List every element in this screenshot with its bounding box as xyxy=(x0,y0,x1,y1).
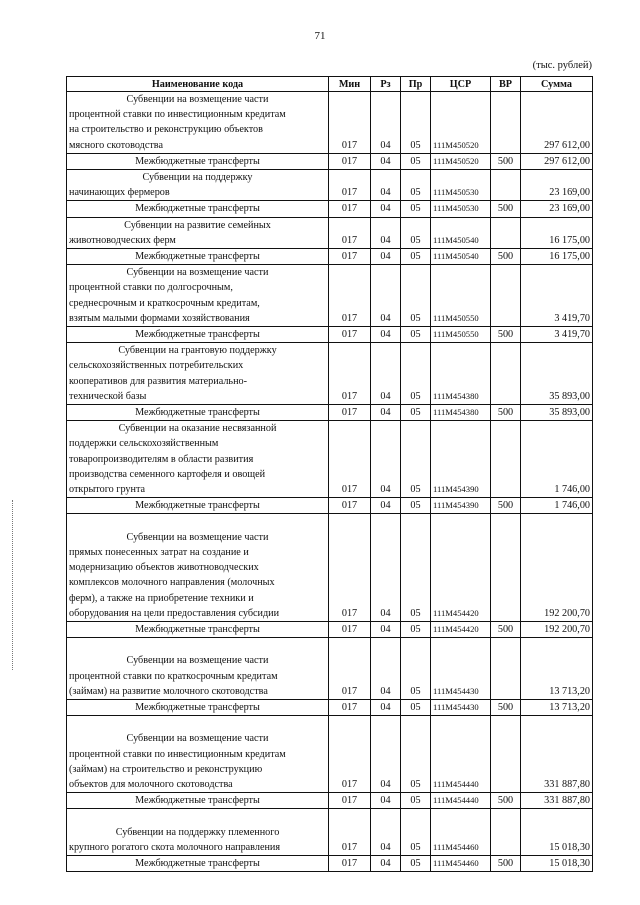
row-csr: 111M450540 xyxy=(431,249,491,265)
row-pr: 05 xyxy=(401,405,431,421)
row-sum: 192 200,70 xyxy=(521,514,593,621)
row-name-first-line: Субвенции на возмещение части xyxy=(126,94,269,105)
row-sum: 1 746,00 xyxy=(521,421,593,498)
row-pr: 05 xyxy=(401,153,431,169)
row-vr: 500 xyxy=(491,498,521,514)
table-row-item xyxy=(67,343,593,405)
row-name xyxy=(67,170,329,201)
row-name xyxy=(67,343,329,405)
row-csr: 111M454460 xyxy=(431,855,491,871)
row-csr: 111M454440 xyxy=(431,793,491,809)
row-csr: 111M454420 xyxy=(431,514,491,621)
row-csr: 111M450530 xyxy=(431,201,491,217)
table-row-transfer xyxy=(67,249,593,265)
table-row-transfer xyxy=(67,855,593,871)
row-min: 017 xyxy=(329,343,371,405)
row-min: 017 xyxy=(329,421,371,498)
row-name-first-line: Субвенции на возмещение части xyxy=(126,267,269,279)
row-pr: 05 xyxy=(401,217,431,248)
page-number: 71 xyxy=(314,30,326,42)
row-name xyxy=(67,421,329,498)
row-name-first-line: Межбюджетные трансферты xyxy=(135,623,260,635)
row-sum: 15 018,30 xyxy=(521,809,593,856)
row-pr: 05 xyxy=(401,716,431,793)
table-header-row xyxy=(67,77,593,92)
row-min: 017 xyxy=(329,716,371,793)
row-csr: 111M450540 xyxy=(431,217,491,248)
row-csr: 111M450530 xyxy=(431,170,491,201)
scan-margin-mark xyxy=(12,500,14,670)
row-vr: 500 xyxy=(491,793,521,809)
row-name-first-line: Субвенции на развитие семейных xyxy=(124,219,271,231)
row-name-first-line: Субвенции на поддержку xyxy=(142,172,253,184)
row-name-first-line: Межбюджетные трансферты xyxy=(135,203,260,215)
row-name-first-line: Межбюджетные трансферты xyxy=(135,857,260,869)
row-vr xyxy=(491,421,521,498)
row-pr: 05 xyxy=(401,201,431,217)
row-vr xyxy=(491,514,521,621)
row-name-first-line: Межбюджетные трансферты xyxy=(135,251,260,263)
row-pr: 05 xyxy=(401,265,431,327)
row-name-first-line: Субвенции на грантовую поддержку xyxy=(118,345,277,357)
row-name xyxy=(67,265,329,327)
row-rz: 04 xyxy=(371,249,401,265)
row-rz: 04 xyxy=(371,793,401,809)
row-vr: 500 xyxy=(491,699,521,715)
row-name-first-line: Субвенции на возмещение части xyxy=(126,655,269,667)
row-name xyxy=(67,793,329,809)
table-row-item xyxy=(67,170,593,201)
row-min: 017 xyxy=(329,621,371,637)
table-row-transfer xyxy=(67,498,593,514)
row-name-rest: процентной ставки по инвестиционным кредитам (займам) на строительство и реконструкцию объектов для молочного скотоводства xyxy=(69,748,286,790)
row-name-rest: процентной ставки по инвестиционным кредитам на строительство и реконструкцию объектов мясного скотоводства xyxy=(69,109,286,151)
row-name-spacer xyxy=(69,809,326,824)
row-name xyxy=(67,153,329,169)
row-rz: 04 xyxy=(371,421,401,498)
row-csr: 111M450520 xyxy=(431,92,491,154)
row-csr: 111M454430 xyxy=(431,699,491,715)
row-sum: 35 893,00 xyxy=(521,405,593,421)
row-rz: 04 xyxy=(371,855,401,871)
row-csr: 111M450550 xyxy=(431,265,491,327)
row-sum: 297 612,00 xyxy=(521,92,593,154)
row-vr xyxy=(491,638,521,700)
row-name xyxy=(67,638,329,700)
row-csr: 111M454440 xyxy=(431,716,491,793)
row-sum: 1 746,00 xyxy=(521,498,593,514)
row-min: 017 xyxy=(329,327,371,343)
table-row-transfer xyxy=(67,793,593,809)
row-name xyxy=(67,249,329,265)
row-csr: 111M454460 xyxy=(431,809,491,856)
row-rz: 04 xyxy=(371,699,401,715)
row-sum: 23 169,00 xyxy=(521,170,593,201)
row-pr: 05 xyxy=(401,498,431,514)
row-csr: 111M450550 xyxy=(431,327,491,343)
row-sum: 13 713,20 xyxy=(521,699,593,715)
row-sum: 35 893,00 xyxy=(521,343,593,405)
row-vr: 500 xyxy=(491,201,521,217)
row-rz: 04 xyxy=(371,638,401,700)
row-min: 017 xyxy=(329,153,371,169)
row-name-first-line: Субвенции на оказание несвязанной xyxy=(118,423,277,435)
row-csr: 111M454430 xyxy=(431,638,491,700)
row-name xyxy=(67,621,329,637)
row-name-rest: крупного рогатого скота молочного направления xyxy=(69,841,281,853)
row-vr: 500 xyxy=(491,855,521,871)
table-row-item xyxy=(67,421,593,498)
row-vr xyxy=(491,343,521,405)
row-min: 017 xyxy=(329,498,371,514)
row-pr: 05 xyxy=(401,514,431,621)
table-row-transfer xyxy=(67,621,593,637)
row-name-first-line: Межбюджетные трансферты xyxy=(135,500,260,512)
row-min: 017 xyxy=(329,638,371,700)
table-row-transfer xyxy=(67,153,593,169)
row-pr: 05 xyxy=(401,699,431,715)
table-row-item xyxy=(67,514,593,621)
row-rz: 04 xyxy=(371,327,401,343)
row-rz: 04 xyxy=(371,265,401,327)
row-name-first-line: Субвенции на поддержку племенного xyxy=(115,826,280,838)
row-pr: 05 xyxy=(401,249,431,265)
row-name-first-line: Межбюджетные трансферты xyxy=(135,701,260,713)
row-pr: 05 xyxy=(401,421,431,498)
row-vr: 500 xyxy=(491,327,521,343)
row-vr xyxy=(491,170,521,201)
row-pr: 05 xyxy=(401,638,431,700)
row-name xyxy=(67,201,329,217)
row-vr xyxy=(491,809,521,856)
row-sum: 16 175,00 xyxy=(521,249,593,265)
row-pr: 05 xyxy=(401,855,431,871)
row-name-rest: прямых понесенных затрат на создание и модернизацию объектов животноводческих комплексов молочного направления (молочных ферм), а также на приобретение техники и оборудования на цели предоставления субсидии xyxy=(69,546,280,619)
table-row-item xyxy=(67,809,593,856)
row-pr: 05 xyxy=(401,327,431,343)
row-name xyxy=(67,716,329,793)
row-name-rest: начинающих фермеров xyxy=(69,187,170,199)
row-name-first-line: Субвенции на возмещение части xyxy=(126,531,269,543)
row-sum: 331 887,80 xyxy=(521,716,593,793)
row-name xyxy=(67,405,329,421)
row-name xyxy=(67,92,329,154)
row-sum: 16 175,00 xyxy=(521,217,593,248)
row-min: 017 xyxy=(329,514,371,621)
header-csr: ЦСР xyxy=(431,77,491,92)
row-rz: 04 xyxy=(371,343,401,405)
row-vr: 500 xyxy=(491,249,521,265)
row-pr: 05 xyxy=(401,92,431,154)
row-min: 017 xyxy=(329,265,371,327)
row-name xyxy=(67,498,329,514)
row-csr: 111M454390 xyxy=(431,498,491,514)
row-name xyxy=(67,855,329,871)
row-min: 017 xyxy=(329,92,371,154)
row-rz: 04 xyxy=(371,153,401,169)
header-min: Мин xyxy=(329,77,371,92)
header-rz: Рз xyxy=(371,77,401,92)
row-name-first-line: Субвенции на возмещение части xyxy=(126,733,269,745)
row-min: 017 xyxy=(329,170,371,201)
row-csr: 111M454380 xyxy=(431,405,491,421)
row-sum: 297 612,00 xyxy=(521,153,593,169)
row-pr: 05 xyxy=(401,343,431,405)
row-rz: 04 xyxy=(371,217,401,248)
row-name-rest: сельскохозяйственных потребительских кооперативов для развития материально- технической базы xyxy=(69,360,248,402)
row-rz: 04 xyxy=(371,621,401,637)
row-name-first-line: Межбюджетные трансферты xyxy=(135,329,260,341)
row-min: 017 xyxy=(329,201,371,217)
units-label: (тыс. рублей) xyxy=(532,60,592,71)
header-pr: Пр xyxy=(401,77,431,92)
row-rz: 04 xyxy=(371,92,401,154)
row-name xyxy=(67,514,329,621)
row-csr: 111M454380 xyxy=(431,343,491,405)
row-vr xyxy=(491,265,521,327)
row-sum: 331 887,80 xyxy=(521,793,593,809)
row-name-spacer xyxy=(69,514,326,529)
table-row-item xyxy=(67,638,593,700)
table-row-transfer xyxy=(67,327,593,343)
row-rz: 04 xyxy=(371,498,401,514)
budget-table xyxy=(66,76,593,872)
row-name-first-line: Межбюджетные трансферты xyxy=(135,795,260,807)
row-name-first-line: Межбюджетные трансферты xyxy=(135,155,260,167)
row-sum: 23 169,00 xyxy=(521,201,593,217)
table-row-item xyxy=(67,716,593,793)
row-name-spacer xyxy=(69,638,326,653)
row-vr: 500 xyxy=(491,405,521,421)
row-vr xyxy=(491,92,521,154)
row-name-spacer xyxy=(69,716,326,731)
header-sum: Сумма xyxy=(521,77,593,92)
row-min: 017 xyxy=(329,855,371,871)
header-vr: ВР xyxy=(491,77,521,92)
table-row-item xyxy=(67,265,593,327)
row-pr: 05 xyxy=(401,793,431,809)
row-name-rest: процентной ставки по долгосрочным, среднесрочным и краткосрочным кредитам, взятым малыми формами хозяйствования xyxy=(69,282,260,324)
row-name-rest: процентной ставки по краткосрочным кредитам (займам) на развитие молочного скотоводства xyxy=(69,670,278,697)
row-sum: 192 200,70 xyxy=(521,621,593,637)
row-name xyxy=(67,809,329,856)
row-sum: 3 419,70 xyxy=(521,265,593,327)
row-rz: 04 xyxy=(371,716,401,793)
row-sum: 3 419,70 xyxy=(521,327,593,343)
row-rz: 04 xyxy=(371,201,401,217)
row-csr: 111M450520 xyxy=(431,153,491,169)
row-pr: 05 xyxy=(401,809,431,856)
row-min: 017 xyxy=(329,217,371,248)
row-min: 017 xyxy=(329,405,371,421)
table-row-item xyxy=(67,217,593,248)
row-rz: 04 xyxy=(371,514,401,621)
row-name-first-line: Межбюджетные трансферты xyxy=(135,407,260,419)
row-rz: 04 xyxy=(371,809,401,856)
row-vr: 500 xyxy=(491,621,521,637)
table-row-transfer xyxy=(67,201,593,217)
row-name-rest: животноводческих ферм xyxy=(69,234,176,246)
row-pr: 05 xyxy=(401,170,431,201)
row-min: 017 xyxy=(329,699,371,715)
row-name xyxy=(67,699,329,715)
row-pr: 05 xyxy=(401,621,431,637)
row-name xyxy=(67,217,329,248)
row-min: 017 xyxy=(329,793,371,809)
table-row-transfer xyxy=(67,405,593,421)
row-sum: 15 018,30 xyxy=(521,855,593,871)
row-sum: 13 713,20 xyxy=(521,638,593,700)
row-vr xyxy=(491,217,521,248)
row-vr: 500 xyxy=(491,153,521,169)
row-csr: 111M454420 xyxy=(431,621,491,637)
row-rz: 04 xyxy=(371,405,401,421)
header-name: Наименование кода xyxy=(67,77,329,92)
table-row-transfer xyxy=(67,699,593,715)
row-min: 017 xyxy=(329,809,371,856)
row-vr xyxy=(491,716,521,793)
row-min: 017 xyxy=(329,249,371,265)
table-row-item xyxy=(67,92,593,154)
row-rz: 04 xyxy=(371,170,401,201)
row-name-rest: поддержки сельскохозяйственным товаропроизводителям в области развития производства семенного картофеля и овощей открытого грунта xyxy=(69,438,266,496)
row-csr: 111M454390 xyxy=(431,421,491,498)
row-name xyxy=(67,327,329,343)
